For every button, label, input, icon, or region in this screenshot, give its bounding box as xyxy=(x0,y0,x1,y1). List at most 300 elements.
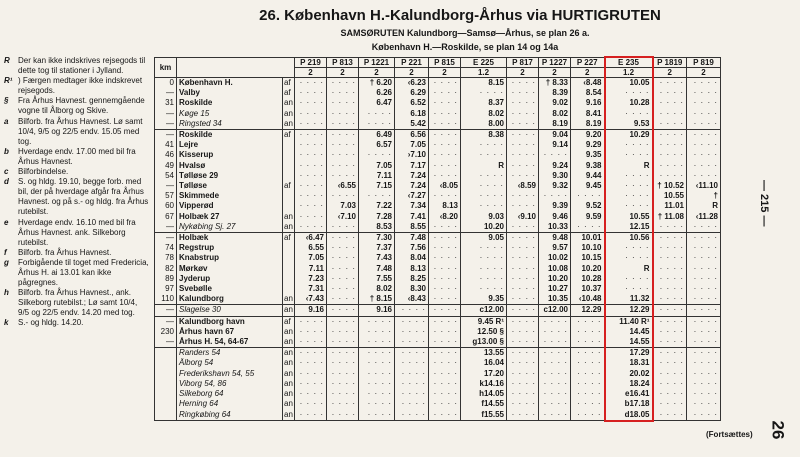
arrival-departure-marker: an xyxy=(284,326,293,336)
station-name: Svebølle xyxy=(177,284,283,294)
empty-cell: · · · · xyxy=(461,181,507,191)
time-cell: 8.02 xyxy=(461,109,507,119)
empty-cell: · · · · xyxy=(395,410,429,421)
empty-cell: · · · · xyxy=(539,379,571,389)
empty-cell: · · · · xyxy=(429,109,461,119)
empty-cell: · · · · xyxy=(605,150,653,160)
empty-cell: · · · · xyxy=(429,222,461,233)
continued-label: (Fortsættes) xyxy=(706,430,753,439)
train-number-header: P 815 xyxy=(429,57,461,68)
empty-cell: · · · · xyxy=(429,243,461,253)
empty-cell: · · · · xyxy=(687,410,721,421)
station-name: København H. xyxy=(177,78,283,89)
empty-cell: · · · · xyxy=(359,379,395,389)
station-name: Skimmede xyxy=(177,191,283,201)
empty-cell: · · · · xyxy=(507,410,539,421)
empty-cell: · · · · xyxy=(327,161,359,171)
time-cell: 7.05 xyxy=(359,161,395,171)
empty-cell: · · · · xyxy=(461,140,507,150)
empty-cell: · · · · xyxy=(429,130,461,141)
page-number: 26 xyxy=(768,420,788,440)
empty-cell: · · · · xyxy=(395,348,429,359)
time-cell: 7.22 xyxy=(359,201,395,211)
empty-cell: · · · · xyxy=(359,348,395,359)
station-name: Mørkøv xyxy=(177,264,283,274)
time-cell: 8.19 xyxy=(539,119,571,130)
footnote-text: S. og hldg. 19.10, begge forb. med bil, der på hverdage afgår fra Århus Havnest. og på s.- og hldg. fra Århus rutebilst. xyxy=(18,177,149,217)
time-cell: † 6.20 xyxy=(359,78,395,89)
time-cell: 7.55 xyxy=(359,274,395,284)
station-name: Holbæk 27 xyxy=(177,212,283,222)
empty-cell: · · · · xyxy=(687,98,721,108)
empty-cell: · · · · xyxy=(461,274,507,284)
empty-cell: · · · · xyxy=(539,150,571,160)
time-cell: 9.29 xyxy=(571,140,605,150)
time-cell: b17.18 xyxy=(605,399,653,409)
station-name: Lejre xyxy=(177,140,283,150)
empty-cell: · · · · xyxy=(507,379,539,389)
time-cell: 10.02 xyxy=(539,253,571,263)
timetable-row xyxy=(155,410,721,421)
km-value xyxy=(155,348,177,359)
empty-cell: · · · · xyxy=(687,222,721,233)
km-value xyxy=(155,399,177,409)
arrival-departure-marker: af xyxy=(283,78,295,89)
empty-cell: · · · · xyxy=(687,233,721,244)
time-cell: 14.55 xyxy=(605,337,653,348)
time-cell: 10.29 xyxy=(605,130,653,141)
empty-cell: · · · · xyxy=(295,348,327,359)
empty-cell: · · · · xyxy=(653,294,687,305)
time-cell: f14.55 xyxy=(461,399,507,409)
empty-cell: · · · · xyxy=(653,78,687,89)
time-cell: 6.47 xyxy=(359,98,395,108)
empty-cell: · · · · xyxy=(359,337,395,348)
empty-cell: · · · · xyxy=(429,305,461,316)
empty-cell: · · · · xyxy=(461,88,507,98)
station-name: Kisserup xyxy=(177,150,283,160)
arrival-departure-marker: af xyxy=(283,88,295,98)
empty-cell: · · · · xyxy=(507,109,539,119)
empty-cell: · · · · xyxy=(539,327,571,337)
station-name: Holbæk xyxy=(177,233,283,244)
timetable-row xyxy=(155,253,721,263)
time-cell: R xyxy=(461,161,507,171)
time-cell: 10.35 xyxy=(539,294,571,305)
empty-cell: · · · · xyxy=(429,389,461,399)
empty-cell: · · · · xyxy=(295,379,327,389)
empty-cell: · · · · xyxy=(327,327,359,337)
km-value: 0 xyxy=(155,78,177,89)
timetable-row xyxy=(155,109,721,119)
footnote xyxy=(4,167,150,177)
time-cell: 7.23 xyxy=(295,274,327,284)
time-cell: 7.05 xyxy=(395,140,429,150)
empty-cell: · · · · xyxy=(295,316,327,327)
empty-cell: · · · · xyxy=(295,222,327,233)
header-km: km xyxy=(155,57,177,78)
time-cell: 6.26 xyxy=(359,88,395,98)
empty-cell: · · · · xyxy=(295,191,327,201)
empty-cell: · · · · xyxy=(327,88,359,98)
time-cell: ‹7.10 xyxy=(327,212,359,222)
empty-cell: · · · · xyxy=(327,399,359,409)
empty-cell: · · · · xyxy=(507,389,539,399)
timetable-row xyxy=(155,233,721,244)
empty-cell: · · · · xyxy=(653,264,687,274)
time-cell: ‹8.20 xyxy=(429,212,461,222)
time-cell: ‹8.43 xyxy=(395,294,429,305)
page-title: 26. København H.-Kalundborg-Århus via HURTIGRUTEN xyxy=(259,7,661,24)
empty-cell: · · · · xyxy=(507,253,539,263)
train-class-header: 2 xyxy=(571,68,605,78)
empty-cell: · · · · xyxy=(571,327,605,337)
empty-cell: · · · · xyxy=(295,327,327,337)
empty-cell: · · · · xyxy=(359,119,395,130)
empty-cell: · · · · xyxy=(507,78,539,89)
time-cell: ‹8.05 xyxy=(429,181,461,191)
arrival-departure-marker: af xyxy=(283,130,295,141)
empty-cell: · · · · xyxy=(539,337,571,348)
empty-cell: · · · · xyxy=(429,337,461,348)
time-cell: 8.41 xyxy=(571,109,605,119)
empty-cell: · · · · xyxy=(327,130,359,141)
time-cell: 6.56 xyxy=(395,130,429,141)
empty-cell: · · · · xyxy=(687,78,721,89)
time-cell: ‹6.55 xyxy=(327,181,359,191)
empty-cell: · · · · xyxy=(507,274,539,284)
empty-cell: · · · · xyxy=(571,410,605,421)
footnote xyxy=(4,248,150,258)
footnote-key: § xyxy=(4,96,9,106)
arrival-departure-marker: an xyxy=(284,409,293,419)
empty-cell: · · · · xyxy=(295,140,327,150)
empty-cell: · · · · xyxy=(687,337,721,348)
time-cell: 9.44 xyxy=(571,171,605,181)
empty-cell: · · · · xyxy=(507,337,539,348)
empty-cell: · · · · xyxy=(605,191,653,201)
km-value: — xyxy=(155,337,177,348)
empty-cell: · · · · xyxy=(571,316,605,327)
empty-cell: · · · · xyxy=(653,98,687,108)
empty-cell: · · · · xyxy=(327,274,359,284)
empty-cell: · · · · xyxy=(687,150,721,160)
empty-cell: · · · · xyxy=(295,130,327,141)
empty-cell: · · · · xyxy=(653,119,687,130)
empty-cell: · · · · xyxy=(327,379,359,389)
empty-cell: · · · · xyxy=(295,389,327,399)
footnote xyxy=(4,56,150,76)
train-class-header: 2 xyxy=(295,68,327,78)
km-value: 110 xyxy=(155,294,177,305)
arrival-departure-marker: an xyxy=(284,108,293,118)
empty-cell: · · · · xyxy=(687,264,721,274)
empty-cell: · · · · xyxy=(507,327,539,337)
station-name: Frederikshavn 54, 55 xyxy=(177,369,283,379)
arrival-departure-marker: af xyxy=(283,181,295,191)
time-cell: 6.29 xyxy=(395,88,429,98)
time-cell: 10.33 xyxy=(539,222,571,233)
empty-cell: · · · · xyxy=(327,337,359,348)
time-cell: 9.45 xyxy=(571,181,605,191)
km-value xyxy=(155,379,177,389)
time-cell: g13.00 § xyxy=(461,337,507,348)
empty-cell: · · · · xyxy=(327,119,359,130)
time-cell: R xyxy=(605,161,653,171)
empty-cell: · · · · xyxy=(687,140,721,150)
empty-cell: · · · · xyxy=(653,305,687,316)
time-cell: ‹9.10 xyxy=(507,212,539,222)
empty-cell: · · · · xyxy=(359,109,395,119)
footnote xyxy=(4,76,150,96)
empty-cell: · · · · xyxy=(507,161,539,171)
train-number-header: E 235 xyxy=(605,57,653,68)
km-value: 49 xyxy=(155,161,177,171)
arrival-departure-marker: af xyxy=(283,316,295,327)
time-cell: 7.31 xyxy=(295,284,327,294)
time-cell: 9.30 xyxy=(539,171,571,181)
empty-cell: · · · · xyxy=(295,212,327,222)
arrival-departure-marker: an xyxy=(284,221,293,231)
empty-cell: · · · · xyxy=(507,284,539,294)
empty-cell: · · · · xyxy=(429,98,461,108)
time-cell: ‹7.43 xyxy=(295,294,327,305)
empty-cell: · · · · xyxy=(605,243,653,253)
empty-cell: · · · · xyxy=(605,253,653,263)
empty-cell: · · · · xyxy=(571,399,605,409)
empty-cell: · · · · xyxy=(359,316,395,327)
time-cell: 9.16 xyxy=(359,305,395,316)
empty-cell: · · · · xyxy=(507,98,539,108)
arrival-departure-marker xyxy=(283,201,295,211)
km-value: — xyxy=(155,222,177,233)
station-name: Ringkøbing 64 xyxy=(177,410,283,421)
station-name: Regstrup xyxy=(177,243,283,253)
empty-cell: · · · · xyxy=(429,191,461,201)
footnote-text: Forbigående til toget med Fredericia, Århus H. ai 13.01 kan ikke pågregnes. xyxy=(18,257,149,288)
arrival-departure-marker xyxy=(283,264,295,274)
time-cell: 20.02 xyxy=(605,369,653,379)
km-value: 41 xyxy=(155,140,177,150)
time-cell: 10.55 xyxy=(653,191,687,201)
time-cell: † 8.33 xyxy=(539,78,571,89)
footnote xyxy=(4,318,150,328)
time-cell: 10.37 xyxy=(571,284,605,294)
empty-cell: · · · · xyxy=(295,171,327,181)
empty-cell: · · · · xyxy=(395,389,429,399)
time-cell: 9.46 xyxy=(539,212,571,222)
time-cell: 9.03 xyxy=(461,212,507,222)
empty-cell: · · · · xyxy=(295,358,327,368)
empty-cell: · · · · xyxy=(507,399,539,409)
empty-cell: · · · · xyxy=(605,140,653,150)
empty-cell: · · · · xyxy=(327,150,359,160)
empty-cell: · · · · xyxy=(605,201,653,211)
time-cell: 9.32 xyxy=(539,181,571,191)
time-cell: † 11.08 xyxy=(653,212,687,222)
empty-cell: · · · · xyxy=(429,410,461,421)
km-value: 54 xyxy=(155,171,177,181)
time-cell: 7.15 xyxy=(359,181,395,191)
empty-cell: · · · · xyxy=(687,274,721,284)
empty-cell: · · · · xyxy=(429,284,461,294)
timetable-row xyxy=(155,379,721,389)
footnote xyxy=(4,96,150,116)
train-class-header: 2 xyxy=(539,68,571,78)
empty-cell: · · · · xyxy=(687,284,721,294)
time-cell: † 10.52 xyxy=(653,181,687,191)
time-cell: 10.10 xyxy=(571,243,605,253)
empty-cell: · · · · xyxy=(507,201,539,211)
empty-cell: · · · · xyxy=(429,253,461,263)
empty-cell: · · · · xyxy=(395,358,429,368)
km-value: 46 xyxy=(155,150,177,160)
empty-cell: · · · · xyxy=(507,369,539,379)
time-cell: 10.15 xyxy=(571,253,605,263)
empty-cell: · · · · xyxy=(429,150,461,160)
time-cell: 7.34 xyxy=(395,201,429,211)
time-cell: ‹11.28 xyxy=(687,212,721,222)
time-cell: ‹8.48 xyxy=(571,78,605,89)
km-value xyxy=(155,410,177,421)
empty-cell: · · · · xyxy=(605,171,653,181)
empty-cell: · · · · xyxy=(687,389,721,399)
empty-cell: · · · · xyxy=(359,358,395,368)
empty-cell: · · · · xyxy=(359,327,395,337)
km-value: 67 xyxy=(155,212,177,222)
time-cell: 10.28 xyxy=(605,98,653,108)
arrival-departure-marker: af xyxy=(283,233,295,244)
time-cell: 12.29 xyxy=(605,305,653,316)
empty-cell: · · · · xyxy=(653,316,687,327)
timetable-row xyxy=(155,358,721,368)
empty-cell: · · · · xyxy=(327,369,359,379)
empty-cell: · · · · xyxy=(429,379,461,389)
footnote-key: h xyxy=(4,288,9,298)
km-value: 82 xyxy=(155,264,177,274)
station-name: Jyderup xyxy=(177,274,283,284)
timetable-row xyxy=(155,88,721,98)
time-cell: 7.37 xyxy=(359,243,395,253)
footnote-text: Bilforb. fra Århus Havnest. xyxy=(18,247,112,257)
empty-cell: · · · · xyxy=(461,191,507,201)
timetable-row xyxy=(155,327,721,337)
empty-cell: · · · · xyxy=(653,171,687,181)
empty-cell: · · · · xyxy=(295,201,327,211)
time-cell: 9.14 xyxy=(539,140,571,150)
empty-cell: · · · · xyxy=(653,337,687,348)
empty-cell: · · · · xyxy=(359,150,395,160)
station-name: Valby xyxy=(177,88,283,98)
time-cell: c12.00 xyxy=(539,305,571,316)
station-name: Nykøbing Sj. 27 xyxy=(177,222,283,233)
empty-cell: · · · · xyxy=(539,316,571,327)
empty-cell: · · · · xyxy=(295,369,327,379)
footnote-key: b xyxy=(4,146,9,156)
station-name: Herning 64 xyxy=(177,399,283,409)
arrival-departure-marker: an xyxy=(284,294,293,304)
arrival-departure-marker: an xyxy=(284,399,293,409)
time-cell: ‹7.27 xyxy=(395,191,429,201)
empty-cell: · · · · xyxy=(687,130,721,141)
empty-cell: · · · · xyxy=(395,379,429,389)
time-cell: 7.28 xyxy=(359,212,395,222)
time-cell: 12.15 xyxy=(605,222,653,233)
time-cell: 10.56 xyxy=(605,233,653,244)
time-cell: 9.48 xyxy=(539,233,571,244)
km-value: 31 xyxy=(155,98,177,108)
empty-cell: · · · · xyxy=(507,130,539,141)
empty-cell: · · · · xyxy=(571,348,605,359)
time-cell: 12.50 § xyxy=(461,327,507,337)
empty-cell: · · · · xyxy=(327,264,359,274)
empty-cell: · · · · xyxy=(653,358,687,368)
time-cell: 9.57 xyxy=(539,243,571,253)
time-cell: 8.37 xyxy=(461,98,507,108)
arrival-departure-marker: an xyxy=(284,211,293,221)
empty-cell: · · · · xyxy=(653,253,687,263)
empty-cell: · · · · xyxy=(461,264,507,274)
empty-cell: · · · · xyxy=(461,253,507,263)
empty-cell: · · · · xyxy=(429,294,461,305)
arrival-departure-marker xyxy=(283,191,295,201)
empty-cell: · · · · xyxy=(687,327,721,337)
empty-cell: · · · · xyxy=(653,284,687,294)
timetable xyxy=(154,56,721,422)
empty-cell: · · · · xyxy=(327,294,359,305)
empty-cell: · · · · xyxy=(429,316,461,327)
timetable-row xyxy=(155,348,721,359)
train-class-header: 2 xyxy=(653,68,687,78)
footnote xyxy=(4,117,150,147)
arrival-departure-marker: an xyxy=(284,337,293,347)
arrival-departure-marker xyxy=(283,253,295,263)
footnote-key: R xyxy=(4,56,10,65)
time-cell: 9.35 xyxy=(571,150,605,160)
time-cell: ›7.10 xyxy=(395,150,429,160)
time-cell: 9.59 xyxy=(571,212,605,222)
timetable-row xyxy=(155,399,721,409)
empty-cell: · · · · xyxy=(507,316,539,327)
footnote-key: e xyxy=(4,217,9,227)
timetable-row xyxy=(155,389,721,399)
empty-cell: · · · · xyxy=(653,161,687,171)
time-cell: 8.04 xyxy=(395,253,429,263)
footnote-text: Der kan ikke indskrives rejsegods til dette tog til stationer i Jylland. xyxy=(18,56,146,76)
arrival-departure-marker: an xyxy=(284,305,293,315)
time-cell: 8.13 xyxy=(395,264,429,274)
station-name: Århus H. 54, 64-67 xyxy=(177,337,283,348)
empty-cell: · · · · xyxy=(605,109,653,119)
timetable-row xyxy=(155,140,721,150)
time-cell: 9.39 xyxy=(539,201,571,211)
empty-cell: · · · · xyxy=(429,274,461,284)
time-cell: 10.01 xyxy=(571,233,605,244)
train-class-header: 2 xyxy=(327,68,359,78)
time-cell: 8.54 xyxy=(571,88,605,98)
empty-cell: · · · · xyxy=(327,222,359,233)
arrival-departure-marker xyxy=(283,171,295,181)
km-value xyxy=(155,358,177,368)
time-cell: 8.02 xyxy=(359,284,395,294)
footnote-text: ) Færgen medtager ikke indskrevet rejsegods. xyxy=(18,76,143,96)
footnote xyxy=(4,258,150,288)
train-number-header: E 225 xyxy=(461,57,507,68)
empty-cell: · · · · xyxy=(327,358,359,368)
empty-cell: · · · · xyxy=(327,140,359,150)
time-cell: 8.55 xyxy=(395,222,429,233)
time-cell: 8.25 xyxy=(395,274,429,284)
